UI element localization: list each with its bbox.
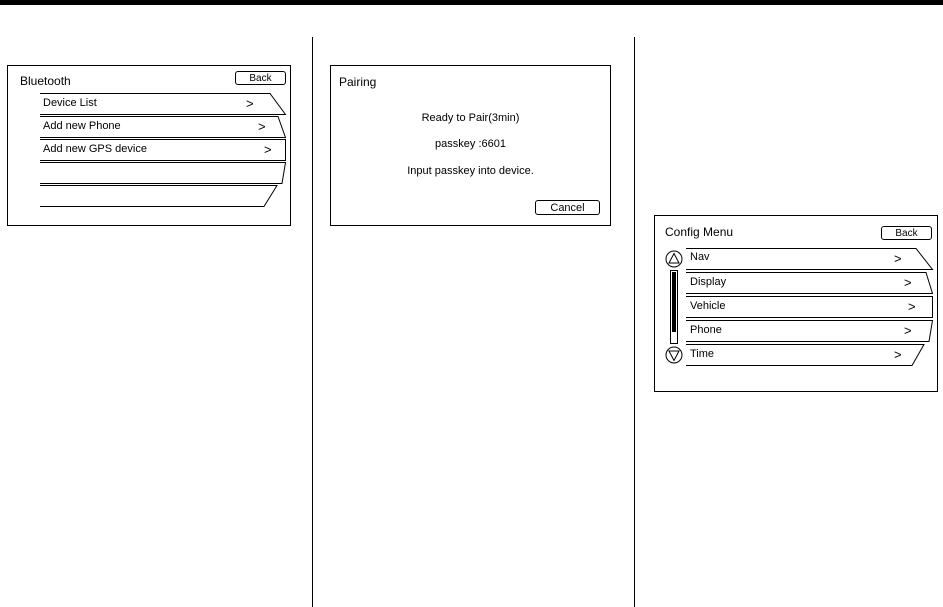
item-label: Device List: [43, 97, 97, 109]
chevron-right-icon: >: [894, 347, 902, 362]
config-menu-title: Config Menu: [665, 225, 734, 239]
config-menu-screen: [654, 215, 938, 392]
item-label: Add new GPS device: [43, 143, 147, 155]
pairing-status: Ready to Pair(3min): [421, 112, 520, 124]
item-label: Add new Phone: [43, 120, 121, 132]
item-label: Time: [690, 348, 715, 360]
menu-item-phone[interactable]: [686, 320, 933, 342]
pairing-title: Pairing: [339, 75, 377, 89]
menu-item-nav[interactable]: [686, 248, 933, 270]
chevron-right-icon: >: [264, 142, 272, 157]
item-label: Phone: [690, 324, 722, 336]
chevron-right-icon: >: [904, 275, 912, 290]
item-label: Nav: [690, 251, 710, 263]
bluetooth-title: Bluetooth: [20, 74, 71, 88]
bluetooth-screen: [7, 65, 291, 226]
chevron-right-icon: >: [246, 96, 254, 111]
scrollbar-track[interactable]: [670, 270, 678, 344]
item-label: Vehicle: [690, 300, 726, 312]
passkey-text: passkey :6601: [435, 138, 506, 150]
pairing-instruction: Input passkey into device.: [407, 165, 534, 177]
menu-item-add-new-phone[interactable]: [40, 116, 286, 138]
item-tab-shape: [40, 185, 286, 207]
back-button[interactable]: Back: [235, 71, 286, 85]
pairing-screen: [330, 65, 611, 226]
scrollbar-thumb[interactable]: [672, 272, 676, 332]
menu-item-time[interactable]: [686, 344, 933, 366]
item-tab-shape: [40, 162, 286, 184]
menu-item-add-new-gps-device[interactable]: [40, 139, 286, 161]
menu-item-display[interactable]: [686, 272, 933, 294]
chevron-right-icon: >: [258, 119, 266, 134]
scroll-down-icon[interactable]: [665, 346, 683, 364]
menu-item-empty-1[interactable]: [40, 162, 286, 184]
menu-item-device-list[interactable]: [40, 93, 286, 115]
column-divider-left: [312, 37, 313, 607]
scroll-up-icon[interactable]: [665, 250, 683, 268]
back-button[interactable]: Back: [881, 226, 932, 240]
item-tab-shape: [686, 320, 933, 342]
chevron-right-icon: >: [904, 323, 912, 338]
menu-item-empty-2[interactable]: [40, 185, 286, 207]
item-label: Display: [690, 276, 727, 288]
menu-item-vehicle[interactable]: [686, 296, 933, 318]
top-rule: [0, 0, 943, 5]
chevron-right-icon: >: [894, 251, 902, 266]
cancel-button[interactable]: Cancel: [535, 200, 600, 215]
chevron-right-icon: >: [908, 299, 916, 314]
column-divider-right: [634, 37, 635, 607]
